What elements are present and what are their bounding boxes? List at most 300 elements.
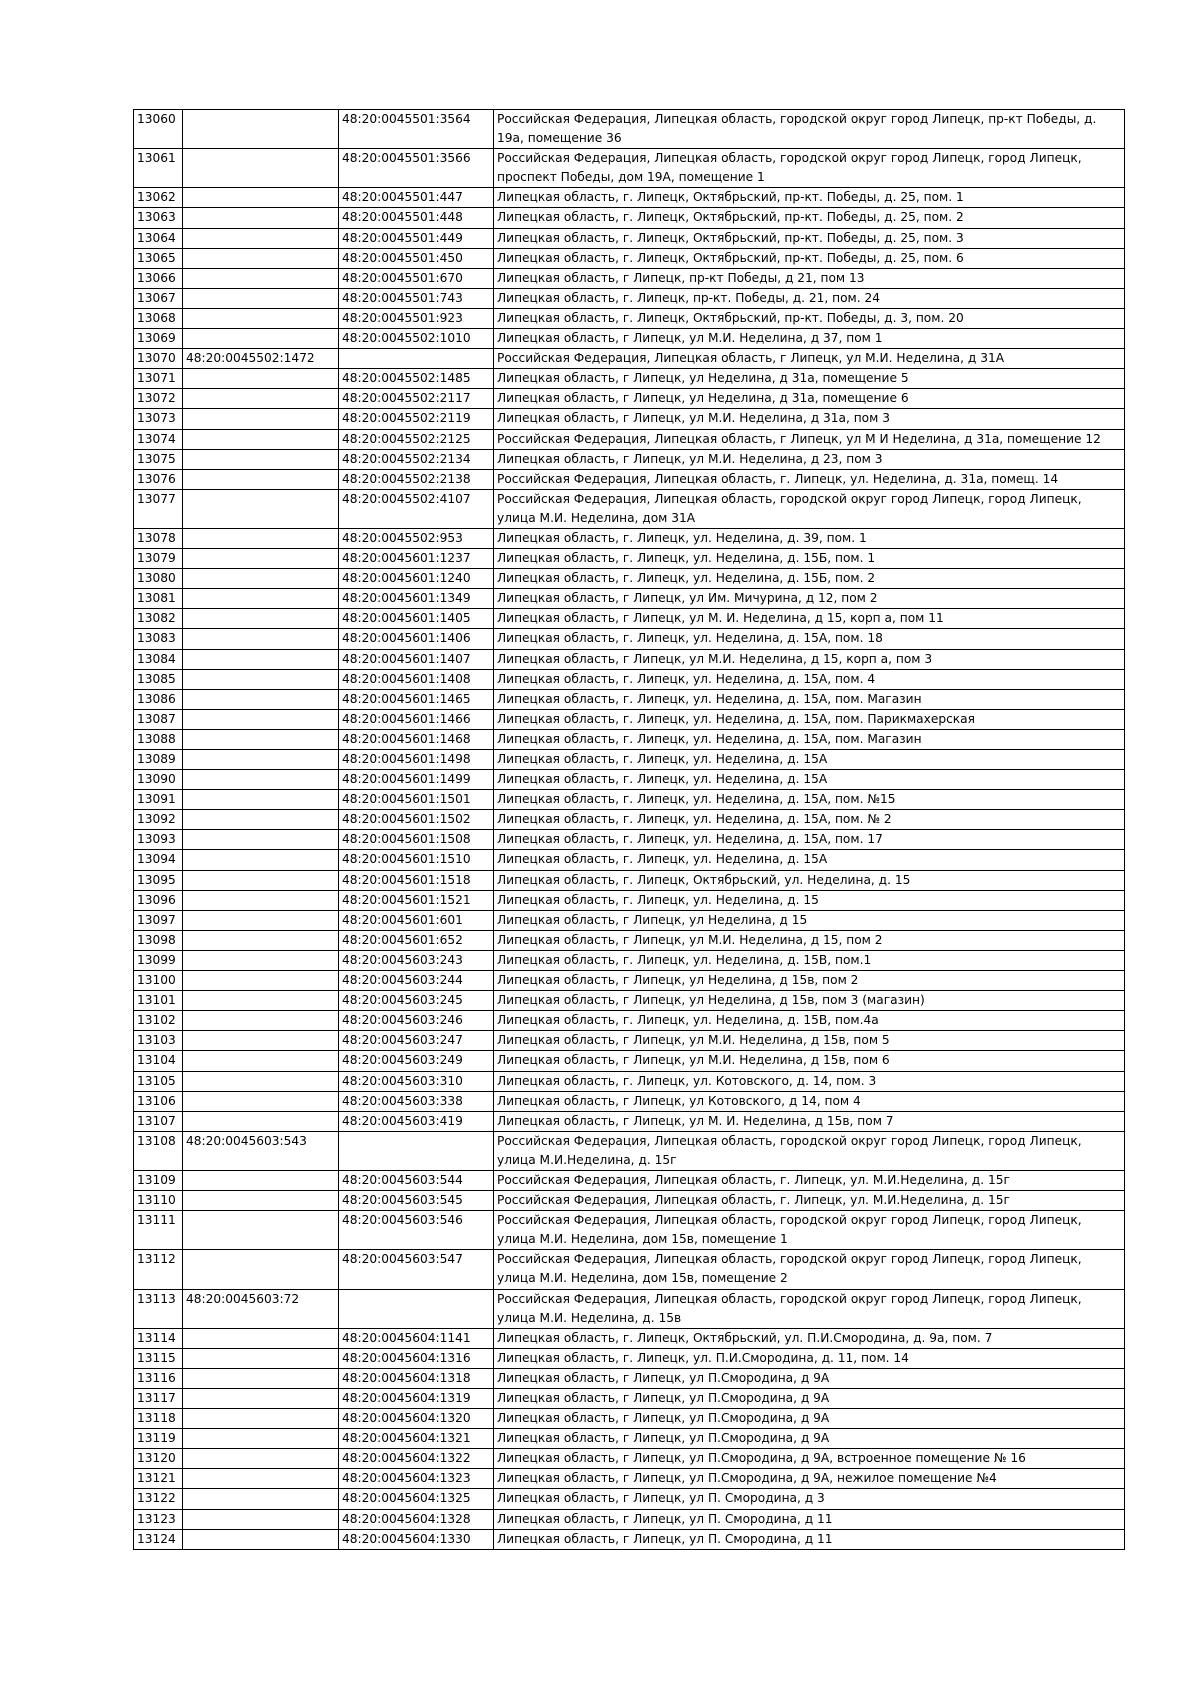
parcel-cadastral-number-cell [183, 149, 339, 188]
address-cell: Липецкая область, г Липецк, ул Неделина, д 15 [494, 910, 1125, 930]
row-number-cell: 13096 [134, 890, 183, 910]
row-number-cell: 13079 [134, 549, 183, 569]
object-cadastral-number-cell: 48:20:0045502:4107 [339, 489, 494, 528]
parcel-cadastral-number-cell [183, 308, 339, 328]
row-number-cell: 13113 [134, 1289, 183, 1328]
table-row [134, 1191, 1125, 1211]
row-number-cell: 13088 [134, 729, 183, 749]
table-row [134, 1289, 1125, 1328]
row-number-cell: 13078 [134, 528, 183, 548]
object-cadastral-number-cell: 48:20:0045601:1240 [339, 569, 494, 589]
table-row [134, 549, 1125, 569]
object-cadastral-number-cell: 48:20:0045601:1499 [339, 770, 494, 790]
table-row [134, 449, 1125, 469]
parcel-cadastral-number-cell [183, 770, 339, 790]
object-cadastral-number-cell: 48:20:0045601:1237 [339, 549, 494, 569]
object-cadastral-number-cell: 48:20:0045604:1321 [339, 1429, 494, 1449]
row-number-cell: 13122 [134, 1489, 183, 1509]
parcel-cadastral-number-cell [183, 810, 339, 830]
parcel-cadastral-number-cell [183, 971, 339, 991]
address-cell: Липецкая область, г Липецк, ул П. Смородина, д 3 [494, 1489, 1125, 1509]
table-row [134, 1409, 1125, 1429]
address-cell: Российская Федерация, Липецкая область, городской округ город Липецк, город Липецк, улица М.И.Неделина, д. 15г [494, 1131, 1125, 1170]
row-number-cell: 13063 [134, 208, 183, 228]
row-number-cell: 13064 [134, 228, 183, 248]
object-cadastral-number-cell: 48:20:0045603:244 [339, 971, 494, 991]
parcel-cadastral-number-cell [183, 629, 339, 649]
table-row [134, 1449, 1125, 1469]
table-row [134, 208, 1125, 228]
address-cell: Липецкая область, г Липецк, ул М.И. Неделина, д 23, пом 3 [494, 449, 1125, 469]
object-cadastral-number-cell: 48:20:0045603:547 [339, 1250, 494, 1289]
table-row [134, 629, 1125, 649]
address-cell: Липецкая область, г Липецк, ул П.Смородина, д 9А [494, 1409, 1125, 1429]
parcel-cadastral-number-cell [183, 1348, 339, 1368]
parcel-cadastral-number-cell [183, 589, 339, 609]
object-cadastral-number-cell: 48:20:0045601:1468 [339, 729, 494, 749]
row-number-cell: 13070 [134, 349, 183, 369]
parcel-cadastral-number-cell [183, 991, 339, 1011]
parcel-cadastral-number-cell [183, 489, 339, 528]
table-row [134, 329, 1125, 349]
row-number-cell: 13083 [134, 629, 183, 649]
object-cadastral-number-cell: 48:20:0045603:249 [339, 1051, 494, 1071]
address-cell: Липецкая область, г Липецк, ул Неделина, д 15в, пом 2 [494, 971, 1125, 991]
row-number-cell: 13121 [134, 1469, 183, 1489]
object-cadastral-number-cell: 48:20:0045601:1405 [339, 609, 494, 629]
table-row [134, 930, 1125, 950]
object-cadastral-number-cell: 48:20:0045501:449 [339, 228, 494, 248]
row-number-cell: 13067 [134, 288, 183, 308]
address-cell: Липецкая область, г. Липецк, ул. Неделина, д. 15А, пом. Магазин [494, 729, 1125, 749]
table-row [134, 1489, 1125, 1509]
address-cell: Липецкая область, г. Липецк, Октябрьский, ул. Неделина, д. 15 [494, 870, 1125, 890]
address-cell: Российская Федерация, Липецкая область, г Липецк, ул М И Неделина, д 31а, помещение 12 [494, 429, 1125, 449]
row-number-cell: 13112 [134, 1250, 183, 1289]
row-number-cell: 13095 [134, 870, 183, 890]
table-row [134, 1368, 1125, 1388]
object-cadastral-number-cell: 48:20:0045603:544 [339, 1170, 494, 1190]
table-row [134, 1509, 1125, 1529]
row-number-cell: 13087 [134, 709, 183, 729]
address-cell: Липецкая область, г. Липецк, ул. Неделина, д. 15А, пом. № 2 [494, 810, 1125, 830]
address-cell: Российская Федерация, Липецкая область, городской округ город Липецк, город Липецк, улица М.И. Неделина, дом 15в, помещение 1 [494, 1211, 1125, 1250]
address-cell: Российская Федерация, Липецкая область, городской округ город Липецк, пр-кт Победы, д. 19а, помещение 36 [494, 110, 1125, 149]
row-number-cell: 13097 [134, 910, 183, 930]
table-row [134, 1389, 1125, 1409]
address-cell: Липецкая область, г. Липецк, Октябрьский, пр-кт. Победы, д. 25, пом. 1 [494, 188, 1125, 208]
table-row [134, 870, 1125, 890]
row-number-cell: 13124 [134, 1529, 183, 1549]
row-number-cell: 13072 [134, 389, 183, 409]
table-row [134, 910, 1125, 930]
address-cell: Липецкая область, г Липецк, ул Им. Мичурина, д 12, пом 2 [494, 589, 1125, 609]
object-cadastral-number-cell: 48:20:0045502:2138 [339, 469, 494, 489]
row-number-cell: 13068 [134, 308, 183, 328]
table-row [134, 1211, 1125, 1250]
parcel-cadastral-number-cell [183, 1489, 339, 1509]
object-cadastral-number-cell: 48:20:0045601:1466 [339, 709, 494, 729]
table-row [134, 1011, 1125, 1031]
object-cadastral-number-cell: 48:20:0045603:243 [339, 950, 494, 970]
row-number-cell: 13073 [134, 409, 183, 429]
row-number-cell: 13104 [134, 1051, 183, 1071]
address-cell: Липецкая область, г. Липецк, ул. П.И.Смородина, д. 11, пом. 14 [494, 1348, 1125, 1368]
row-number-cell: 13075 [134, 449, 183, 469]
address-cell: Липецкая область, г. Липецк, ул. Неделина, д. 15А [494, 750, 1125, 770]
object-cadastral-number-cell: 48:20:0045601:1465 [339, 689, 494, 709]
parcel-cadastral-number-cell [183, 288, 339, 308]
row-number-cell: 13108 [134, 1131, 183, 1170]
table-row [134, 409, 1125, 429]
table-row [134, 1348, 1125, 1368]
object-cadastral-number-cell: 48:20:0045601:1510 [339, 850, 494, 870]
row-number-cell: 13092 [134, 810, 183, 830]
table-row [134, 149, 1125, 188]
parcel-cadastral-number-cell [183, 449, 339, 469]
table-row [134, 389, 1125, 409]
table-row [134, 369, 1125, 389]
table-row [134, 689, 1125, 709]
parcel-cadastral-number-cell: 48:20:0045603:543 [183, 1131, 339, 1170]
table-row [134, 890, 1125, 910]
cadastral-registry-table [133, 109, 1125, 1550]
row-number-cell: 13100 [134, 971, 183, 991]
row-number-cell: 13110 [134, 1191, 183, 1211]
row-number-cell: 13071 [134, 369, 183, 389]
parcel-cadastral-number-cell [183, 1191, 339, 1211]
parcel-cadastral-number-cell [183, 1091, 339, 1111]
parcel-cadastral-number-cell [183, 850, 339, 870]
object-cadastral-number-cell: 48:20:0045603:247 [339, 1031, 494, 1051]
address-cell: Липецкая область, г. Липецк, ул. Котовского, д. 14, пом. 3 [494, 1071, 1125, 1091]
address-cell: Липецкая область, г Липецк, ул П. Смородина, д 11 [494, 1509, 1125, 1529]
object-cadastral-number-cell: 48:20:0045604:1316 [339, 1348, 494, 1368]
address-cell: Липецкая область, г. Липецк, ул. Неделина, д. 15А, пом. 18 [494, 629, 1125, 649]
row-number-cell: 13062 [134, 188, 183, 208]
table-row [134, 429, 1125, 449]
object-cadastral-number-cell: 48:20:0045604:1322 [339, 1449, 494, 1469]
address-cell: Липецкая область, г. Липецк, Октябрьский, пр-кт. Победы, д. 25, пом. 6 [494, 248, 1125, 268]
address-cell: Липецкая область, г. Липецк, Октябрьский, пр-кт. Победы, д. 3, пом. 20 [494, 308, 1125, 328]
address-cell: Липецкая область, г Липецк, ул П.Смородина, д 9А, встроенное помещение № 16 [494, 1449, 1125, 1469]
address-cell: Липецкая область, г Липецк, ул Неделина, д 15в, пом 3 (магазин) [494, 991, 1125, 1011]
row-number-cell: 13118 [134, 1409, 183, 1429]
parcel-cadastral-number-cell [183, 930, 339, 950]
address-cell: Липецкая область, г Липецк, ул Неделина, д 31а, помещение 5 [494, 369, 1125, 389]
address-cell: Липецкая область, г. Липецк, ул. Неделина, д. 15А [494, 770, 1125, 790]
address-cell: Липецкая область, г. Липецк, ул. Неделина, д. 15А, пом. Магазин [494, 689, 1125, 709]
object-cadastral-number-cell: 48:20:0045604:1319 [339, 1389, 494, 1409]
table-row [134, 991, 1125, 1011]
row-number-cell: 13074 [134, 429, 183, 449]
parcel-cadastral-number-cell [183, 689, 339, 709]
parcel-cadastral-number-cell [183, 950, 339, 970]
parcel-cadastral-number-cell [183, 1051, 339, 1071]
address-cell: Российская Федерация, Липецкая область, г. Липецк, ул. Неделина, д. 31а, помещ. 14 [494, 469, 1125, 489]
row-number-cell: 13119 [134, 1429, 183, 1449]
address-cell: Российская Федерация, Липецкая область, городской округ город Липецк, город Липецк, улица М.И. Неделина, дом 31А [494, 489, 1125, 528]
table-row [134, 1328, 1125, 1348]
row-number-cell: 13123 [134, 1509, 183, 1529]
object-cadastral-number-cell: 48:20:0045502:2119 [339, 409, 494, 429]
table-row [134, 110, 1125, 149]
address-cell: Липецкая область, г. Липецк, пр-кт. Победы, д. 21, пом. 24 [494, 288, 1125, 308]
object-cadastral-number-cell: 48:20:0045502:2134 [339, 449, 494, 469]
object-cadastral-number-cell: 48:20:0045603:246 [339, 1011, 494, 1031]
address-cell: Липецкая область, г. Липецк, ул. Неделина, д. 15А, пом. №15 [494, 790, 1125, 810]
parcel-cadastral-number-cell [183, 188, 339, 208]
address-cell: Липецкая область, г. Липецк, ул. Неделина, д. 15В, пом.4а [494, 1011, 1125, 1031]
object-cadastral-number-cell: 48:20:0045502:2125 [339, 429, 494, 449]
row-number-cell: 13084 [134, 649, 183, 669]
object-cadastral-number-cell [339, 349, 494, 369]
address-cell: Липецкая область, г. Липецк, ул. Неделина, д. 15А [494, 850, 1125, 870]
parcel-cadastral-number-cell [183, 669, 339, 689]
object-cadastral-number-cell: 48:20:0045604:1320 [339, 1409, 494, 1429]
parcel-cadastral-number-cell [183, 709, 339, 729]
row-number-cell: 13103 [134, 1031, 183, 1051]
table-row [134, 1250, 1125, 1289]
parcel-cadastral-number-cell [183, 369, 339, 389]
row-number-cell: 13105 [134, 1071, 183, 1091]
object-cadastral-number-cell: 48:20:0045603:338 [339, 1091, 494, 1111]
row-number-cell: 13086 [134, 689, 183, 709]
row-number-cell: 13117 [134, 1389, 183, 1409]
row-number-cell: 13085 [134, 669, 183, 689]
parcel-cadastral-number-cell [183, 870, 339, 890]
table-row [134, 469, 1125, 489]
address-cell: Российская Федерация, Липецкая область, г. Липецк, ул. М.И.Неделина, д. 15г [494, 1170, 1125, 1190]
address-cell: Липецкая область, г Липецк, ул П.Смородина, д 9А, нежилое помещение №4 [494, 1469, 1125, 1489]
object-cadastral-number-cell: 48:20:0045603:245 [339, 991, 494, 1011]
row-number-cell: 13082 [134, 609, 183, 629]
table-row [134, 1131, 1125, 1170]
object-cadastral-number-cell: 48:20:0045604:1325 [339, 1489, 494, 1509]
object-cadastral-number-cell: 48:20:0045502:1010 [339, 329, 494, 349]
address-cell: Липецкая область, г Липецк, ул М.И. Неделина, д 15, пом 2 [494, 930, 1125, 950]
table-row [134, 709, 1125, 729]
object-cadastral-number-cell: 48:20:0045501:743 [339, 288, 494, 308]
object-cadastral-number-cell: 48:20:0045501:448 [339, 208, 494, 228]
row-number-cell: 13090 [134, 770, 183, 790]
address-cell: Липецкая область, г Липецк, ул М. И. Неделина, д 15, корп а, пом 11 [494, 609, 1125, 629]
parcel-cadastral-number-cell [183, 1328, 339, 1348]
parcel-cadastral-number-cell [183, 1469, 339, 1489]
table-row [134, 1170, 1125, 1190]
object-cadastral-number-cell: 48:20:0045601:1349 [339, 589, 494, 609]
row-number-cell: 13107 [134, 1111, 183, 1131]
object-cadastral-number-cell: 48:20:0045601:1501 [339, 790, 494, 810]
object-cadastral-number-cell: 48:20:0045601:1518 [339, 870, 494, 890]
address-cell: Липецкая область, г Липецк, пр-кт Победы, д 21, пом 13 [494, 268, 1125, 288]
table-row [134, 649, 1125, 669]
row-number-cell: 13102 [134, 1011, 183, 1031]
parcel-cadastral-number-cell [183, 750, 339, 770]
row-number-cell: 13111 [134, 1211, 183, 1250]
object-cadastral-number-cell: 48:20:0045501:3564 [339, 110, 494, 149]
table-row [134, 1071, 1125, 1091]
table-row [134, 1111, 1125, 1131]
parcel-cadastral-number-cell [183, 228, 339, 248]
object-cadastral-number-cell [339, 1289, 494, 1328]
parcel-cadastral-number-cell [183, 729, 339, 749]
object-cadastral-number-cell: 48:20:0045601:1406 [339, 629, 494, 649]
object-cadastral-number-cell: 48:20:0045601:1498 [339, 750, 494, 770]
table-row [134, 1469, 1125, 1489]
row-number-cell: 13109 [134, 1170, 183, 1190]
table-row [134, 850, 1125, 870]
table-row [134, 971, 1125, 991]
parcel-cadastral-number-cell [183, 1111, 339, 1131]
table-row [134, 1031, 1125, 1051]
row-number-cell: 13099 [134, 950, 183, 970]
address-cell: Липецкая область, г Липецк, ул М.И. Неделина, д 15в, пом 5 [494, 1031, 1125, 1051]
table-row [134, 729, 1125, 749]
table-row [134, 1429, 1125, 1449]
table-row [134, 589, 1125, 609]
address-cell: Липецкая область, г. Липецк, Октябрьский, пр-кт. Победы, д. 25, пом. 2 [494, 208, 1125, 228]
table-row [134, 1091, 1125, 1111]
row-number-cell: 13093 [134, 830, 183, 850]
table-row [134, 349, 1125, 369]
object-cadastral-number-cell: 48:20:0045502:1485 [339, 369, 494, 389]
object-cadastral-number-cell: 48:20:0045502:953 [339, 528, 494, 548]
row-number-cell: 13089 [134, 750, 183, 770]
table-row [134, 810, 1125, 830]
row-number-cell: 13101 [134, 991, 183, 1011]
address-cell: Российская Федерация, Липецкая область, городской округ город Липецк, город Липецк, улица М.И. Неделина, дом 15в, помещение 2 [494, 1250, 1125, 1289]
address-cell: Российская Федерация, Липецкая область, городской округ город Липецк, город Липецк, улица М.И. Неделина, д. 15в [494, 1289, 1125, 1328]
object-cadastral-number-cell: 48:20:0045604:1330 [339, 1529, 494, 1549]
row-number-cell: 13094 [134, 850, 183, 870]
address-cell: Липецкая область, г Липецк, ул М. И. Неделина, д 15в, пом 7 [494, 1111, 1125, 1131]
table-row [134, 1529, 1125, 1549]
address-cell: Липецкая область, г Липецк, ул М.И. Неделина, д 31а, пом 3 [494, 409, 1125, 429]
parcel-cadastral-number-cell [183, 469, 339, 489]
object-cadastral-number-cell [339, 1131, 494, 1170]
parcel-cadastral-number-cell [183, 429, 339, 449]
parcel-cadastral-number-cell [183, 389, 339, 409]
table-row [134, 1051, 1125, 1071]
parcel-cadastral-number-cell [183, 910, 339, 930]
parcel-cadastral-number-cell [183, 1211, 339, 1250]
parcel-cadastral-number-cell [183, 1031, 339, 1051]
parcel-cadastral-number-cell [183, 1429, 339, 1449]
address-cell: Липецкая область, г Липецк, ул П.Смородина, д 9А [494, 1429, 1125, 1449]
row-number-cell: 13080 [134, 569, 183, 589]
object-cadastral-number-cell: 48:20:0045604:1318 [339, 1368, 494, 1388]
parcel-cadastral-number-cell [183, 569, 339, 589]
object-cadastral-number-cell: 48:20:0045601:1502 [339, 810, 494, 830]
address-cell: Липецкая область, г. Липецк, Октябрьский, пр-кт. Победы, д. 25, пом. 3 [494, 228, 1125, 248]
registry-table-body [134, 110, 1125, 1550]
row-number-cell: 13114 [134, 1328, 183, 1348]
row-number-cell: 13106 [134, 1091, 183, 1111]
object-cadastral-number-cell: 48:20:0045502:2117 [339, 389, 494, 409]
object-cadastral-number-cell: 48:20:0045603:310 [339, 1071, 494, 1091]
address-cell: Липецкая область, г. Липецк, ул. Неделина, д. 15 [494, 890, 1125, 910]
row-number-cell: 13115 [134, 1348, 183, 1368]
row-number-cell: 13065 [134, 248, 183, 268]
object-cadastral-number-cell: 48:20:0045501:450 [339, 248, 494, 268]
parcel-cadastral-number-cell [183, 409, 339, 429]
parcel-cadastral-number-cell [183, 208, 339, 228]
parcel-cadastral-number-cell [183, 1368, 339, 1388]
table-row [134, 669, 1125, 689]
row-number-cell: 13076 [134, 469, 183, 489]
address-cell: Липецкая область, г. Липецк, ул. Неделина, д. 39, пом. 1 [494, 528, 1125, 548]
address-cell: Липецкая область, г Липецк, ул П.Смородина, д 9А [494, 1389, 1125, 1409]
object-cadastral-number-cell: 48:20:0045604:1323 [339, 1469, 494, 1489]
parcel-cadastral-number-cell [183, 110, 339, 149]
parcel-cadastral-number-cell [183, 1529, 339, 1549]
parcel-cadastral-number-cell: 48:20:0045603:72 [183, 1289, 339, 1328]
parcel-cadastral-number-cell [183, 1409, 339, 1429]
parcel-cadastral-number-cell [183, 268, 339, 288]
address-cell: Липецкая область, г. Липецк, ул. Неделина, д. 15Б, пом. 2 [494, 569, 1125, 589]
address-cell: Липецкая область, г Липецк, ул Котовского, д 14, пом 4 [494, 1091, 1125, 1111]
object-cadastral-number-cell: 48:20:0045603:545 [339, 1191, 494, 1211]
object-cadastral-number-cell: 48:20:0045601:1521 [339, 890, 494, 910]
table-row [134, 248, 1125, 268]
table-row [134, 750, 1125, 770]
table-row [134, 569, 1125, 589]
object-cadastral-number-cell: 48:20:0045601:1508 [339, 830, 494, 850]
row-number-cell: 13116 [134, 1368, 183, 1388]
address-cell: Липецкая область, г Липецк, ул М.И. Неделина, д 37, пом 1 [494, 329, 1125, 349]
parcel-cadastral-number-cell [183, 248, 339, 268]
address-cell: Липецкая область, г. Липецк, ул. Неделина, д. 15Б, пом. 1 [494, 549, 1125, 569]
row-number-cell: 13069 [134, 329, 183, 349]
object-cadastral-number-cell: 48:20:0045601:601 [339, 910, 494, 930]
object-cadastral-number-cell: 48:20:0045601:1408 [339, 669, 494, 689]
address-cell: Российская Федерация, Липецкая область, городской округ город Липецк, город Липецк, проспект Победы, дом 19А, помещение 1 [494, 149, 1125, 188]
table-row [134, 950, 1125, 970]
address-cell: Липецкая область, г Липецк, ул М.И. Неделина, д 15, корп а, пом 3 [494, 649, 1125, 669]
parcel-cadastral-number-cell [183, 1449, 339, 1469]
address-cell: Липецкая область, г Липецк, ул П. Смородина, д 11 [494, 1529, 1125, 1549]
address-cell: Липецкая область, г. Липецк, Октябрьский, ул. П.И.Смородина, д. 9а, пом. 7 [494, 1328, 1125, 1348]
table-row [134, 609, 1125, 629]
table-row [134, 528, 1125, 548]
row-number-cell: 13060 [134, 110, 183, 149]
parcel-cadastral-number-cell [183, 329, 339, 349]
table-row [134, 790, 1125, 810]
parcel-cadastral-number-cell [183, 1250, 339, 1289]
object-cadastral-number-cell: 48:20:0045601:1407 [339, 649, 494, 669]
address-cell: Липецкая область, г. Липецк, ул. Неделина, д. 15А, пом. 4 [494, 669, 1125, 689]
address-cell: Липецкая область, г Липецк, ул М.И. Неделина, д 15в, пом 6 [494, 1051, 1125, 1071]
address-cell: Липецкая область, г. Липецк, ул. Неделина, д. 15А, пом. Парикмахерская [494, 709, 1125, 729]
parcel-cadastral-number-cell [183, 1509, 339, 1529]
object-cadastral-number-cell: 48:20:0045501:447 [339, 188, 494, 208]
parcel-cadastral-number-cell [183, 1011, 339, 1031]
object-cadastral-number-cell: 48:20:0045501:923 [339, 308, 494, 328]
parcel-cadastral-number-cell [183, 1389, 339, 1409]
object-cadastral-number-cell: 48:20:0045501:670 [339, 268, 494, 288]
row-number-cell: 13098 [134, 930, 183, 950]
object-cadastral-number-cell: 48:20:0045604:1141 [339, 1328, 494, 1348]
parcel-cadastral-number-cell [183, 528, 339, 548]
row-number-cell: 13061 [134, 149, 183, 188]
table-row [134, 288, 1125, 308]
parcel-cadastral-number-cell: 48:20:0045502:1472 [183, 349, 339, 369]
table-row [134, 188, 1125, 208]
row-number-cell: 13077 [134, 489, 183, 528]
object-cadastral-number-cell: 48:20:0045601:652 [339, 930, 494, 950]
parcel-cadastral-number-cell [183, 830, 339, 850]
